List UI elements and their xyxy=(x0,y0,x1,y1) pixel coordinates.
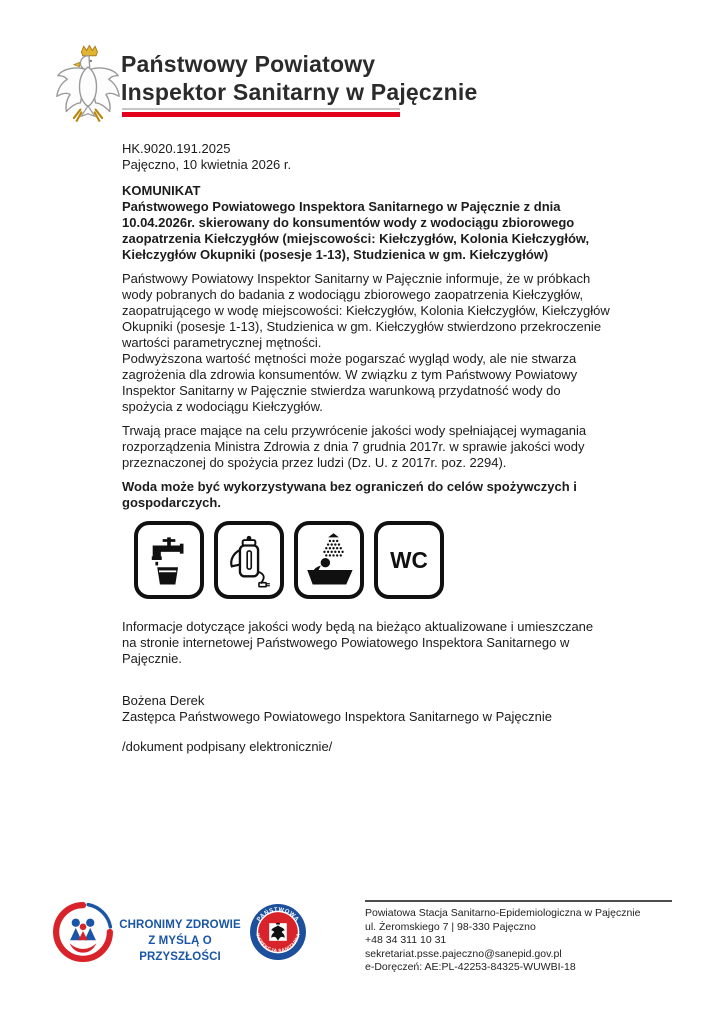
kettle-icon xyxy=(214,521,284,599)
announcement-subtitle: Państwowego Powiatowego Inspektora Sanitarnego w Pajęcznie z dnia 10.04.2026r. skierowany do konsumentów wody z wodociągu zbiorowego zaopatrzenia Kiełczygłów (miejscowości: Kiełczygłów, Kolonia Kiełczygłów, Kiełczygłów Okupniki (posesje 1-13), Studzienica w gm. Kiełczygłów) xyxy=(122,199,590,262)
water-use-pictograms xyxy=(134,521,611,599)
contact-address: ul. Żeromskiego 7 | 98-330 Pajęczno xyxy=(365,920,536,933)
signatory-name: Bożena Derek xyxy=(122,693,205,708)
contact-block xyxy=(365,907,685,975)
sanitary-inspection-badge-icon xyxy=(249,903,307,961)
bathing-shower-icon xyxy=(294,521,364,599)
paragraph-findings: Państwowy Powiatowy Inspektor Sanitarny w Pajęcznie informuje, że w próbkach wody pobranych do badania z wodociągu zbiorowego zaopatrzenia Kiełczygłów, zaopatrującego w wodę miejscowości: Kiełczygłów, Kolonia Kiełczygłów, Kiełczygłów Okupniki (posesje 1-13), Studzienica w gm. Kiełczygłów stwierdzono przekroczenie wartości parametrycznej mętności. xyxy=(122,271,610,350)
paragraph-highlight: Woda może być wykorzystywana bez ograniczeń do celów spożywczych i gospodarczych. xyxy=(122,479,577,510)
contact-station-name: Powiatowa Stacja Sanitarno-Epidemiologiczna w Pajęcznie xyxy=(365,907,641,919)
paragraph-assessment: Podwyższona wartość mętności może pogarszać wygląd wody, ale nie stwarza zagrożenia dla zdrowia konsumentów. W związku z tym Państwowy Powiatowy Inspektor Sanitarny w Pajęcznie stwierdza warunkową przydatność wody do spożycia z wodociągu Kiełczygłów. xyxy=(122,351,578,414)
contact-divider xyxy=(365,900,672,902)
header-divider-red xyxy=(122,112,400,117)
polish-eagle-emblem-icon xyxy=(54,42,122,128)
contact-phone[interactable]: +48 34 311 10 31 xyxy=(365,934,447,947)
reference-number: HK.9020.191.2025 xyxy=(122,141,231,156)
org-title xyxy=(121,50,477,106)
header-divider-gray xyxy=(122,108,400,110)
health-protection-logo-icon xyxy=(52,901,114,963)
footer-slogan-line2: Z MYŚLĄ O PRZYSZŁOŚCI xyxy=(139,935,221,963)
announcement-title: KOMUNIKAT xyxy=(122,183,201,198)
org-title-line2: Inspektor Sanitarny w Pajęcznie xyxy=(121,79,478,105)
header-divider xyxy=(122,108,400,117)
footer-slogan-line1: CHRONIMY ZDROWIE xyxy=(119,919,241,931)
badge-text-top: PAŃSTWOWA xyxy=(256,907,300,923)
signatory-role: Zastępca Państwowego Powiatowego Inspektora Sanitarnego w Pajęcznie xyxy=(122,709,552,724)
letter-body xyxy=(122,141,611,755)
contact-edelivery: e-Doręczeń: AE:PL-42253-84325-WUWBI-18 xyxy=(365,961,576,974)
footer-slogan xyxy=(116,917,244,965)
electronic-signature-note: /dokument podpisany elektronicznie/ xyxy=(122,739,333,754)
paragraph-remediation: Trwają prace mające na celu przywrócenie jakości wody spełniającej wymagania rozporządzenia Ministra Zdrowia z dnia 7 grudnia 2017r. w sprawie jakości wody przeznaczonej do spożycia przez ludzi (Dz. U. z 2017r. poz. 2294). xyxy=(122,423,587,470)
wc-icon xyxy=(374,521,444,599)
badge-text-bottom: INSPEKCJA SANITARNA xyxy=(254,932,302,955)
tap-water-glass-icon xyxy=(134,521,204,599)
paragraph-updates-info: Informacje dotyczące jakości wody będą na bieżąco aktualizowane i umieszczane na stronie internetowej Państwowego Powiatowego Inspektora Sanitarnego w Pajęcznie. xyxy=(122,619,594,666)
place-and-date: Pajęczno, 10 kwietnia 2026 r. xyxy=(122,157,292,172)
wc-label: WC xyxy=(390,547,428,574)
contact-email[interactable]: sekretariat.psse.pajeczno@sanepid.gov.pl xyxy=(365,947,562,960)
org-title-line1: Państwowy Powiatowy xyxy=(121,51,376,77)
